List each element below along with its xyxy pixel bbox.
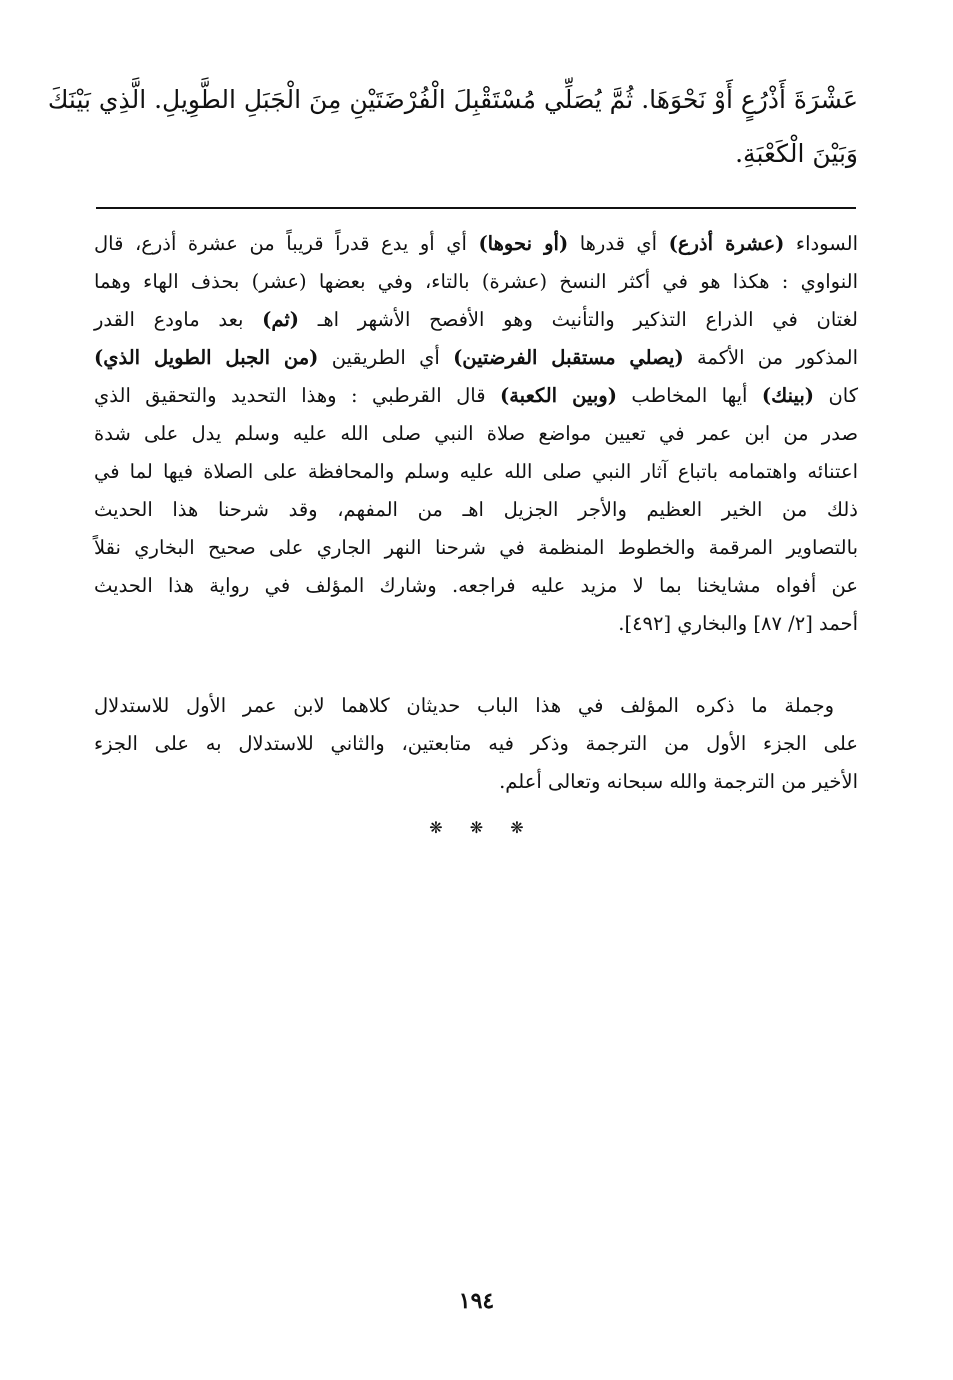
bold-quote: (بينك) bbox=[761, 384, 814, 407]
text-line bbox=[94, 765, 858, 799]
section-separator: ❋ ❋ ❋ bbox=[429, 818, 524, 837]
text-line bbox=[94, 227, 858, 261]
text-segment: المذكور من الأكمة bbox=[683, 346, 858, 369]
text-segment: قال القرطبي : وهذا التحديد والتحقيق الذي bbox=[94, 384, 500, 407]
text-line bbox=[94, 727, 858, 761]
bold-quote: (يصلي مستقبل الفرضتين) bbox=[453, 346, 684, 369]
text-line bbox=[94, 493, 858, 527]
bold-quote: (وبين الكعبة) bbox=[500, 384, 617, 407]
footnote-divider bbox=[96, 207, 856, 209]
text-segment: أي الطريقين bbox=[318, 346, 454, 369]
bold-quote: (عشرة أذرع) bbox=[668, 232, 785, 255]
bold-quote: (ثم) bbox=[262, 308, 299, 331]
text-segment: أيها المخاطب bbox=[616, 384, 762, 407]
text-segment: على الجزء الأول من الترجمة وذكر فيه متابعتين، والثاني للاستدلال به على الجزء bbox=[94, 732, 858, 755]
bold-quote: (أو نحوها) bbox=[478, 232, 569, 255]
text-segment: وجملة ما ذكره المؤلف في هذا الباب حديثان كلاهما لابن عمر الأول للاستدلال bbox=[94, 694, 834, 717]
text-line bbox=[47, 80, 858, 120]
text-line bbox=[94, 341, 858, 375]
text-line bbox=[94, 607, 858, 641]
text-segment: النواوي : هكذا هو في أكثر النسخ (عشرة) بالتاء، وفي بعضها (عشر) بحذف الهاء وهما bbox=[94, 270, 858, 293]
text-line bbox=[94, 265, 858, 299]
text-segment: عن أفواه مشايخنا بما لا مزيد عليه فراجعه. وشارك المؤلف في رواية هذا الحديث bbox=[94, 574, 858, 597]
text-segment: أي قدرها bbox=[568, 232, 669, 255]
text-segment: وَبَيْنَ الْكَعْبَةِ. bbox=[735, 139, 858, 168]
text-line bbox=[94, 379, 858, 413]
text-segment: صدر من ابن عمر في تعيين مواضع صلاة النبي صلى الله عليه وسلم يدل على شدة bbox=[94, 422, 858, 445]
bold-quote: (من الجبل الطويل الذي) bbox=[94, 346, 319, 369]
text-segment: ذلك من الخير العظيم والأجر الجزيل اهـ من المفهم، وقد شرحنا هذا الحديث bbox=[94, 498, 858, 521]
text-line bbox=[94, 689, 834, 723]
text-segment: لغتان في الذراع التذكير والتأنيث وهو الأفصح الأشهر اهـ bbox=[299, 308, 858, 331]
text-segment: كان bbox=[814, 384, 858, 407]
text-segment: أي أو يدع قدراً قريباً من عشرة أذرع، قال bbox=[94, 232, 479, 255]
page-number: ١٩٤ bbox=[458, 1288, 495, 1314]
text-line bbox=[94, 569, 858, 603]
text-segment: الأخير من الترجمة والله سبحانه وتعالى أعلم. bbox=[499, 770, 858, 793]
text-segment: أحمد [٢/ ٨٧] والبخاري [٤٩٢]. bbox=[618, 612, 858, 635]
text-segment: اعتنائه واهتمامه باتباع آثار النبي صلى الله عليه وسلم والمحافظة على الصلاة فيها لما في bbox=[94, 460, 858, 483]
text-line bbox=[94, 455, 858, 489]
text-line bbox=[94, 134, 858, 174]
text-segment: عَشْرَةَ أَذْرُعٍ أَوْ نَحْوَهَا. ثُمَّ يُصَلِّي مُسْتَقْبِلَ الْفُرْضَتَيْنِ مِنَ الْجَبَلِ الطَّوِيلِ. الَّذِي بَيْنَكَ bbox=[47, 85, 858, 114]
text-line bbox=[94, 417, 858, 451]
text-segment: بعد ماودع القدر bbox=[94, 308, 263, 331]
text-segment: السوداء bbox=[784, 232, 858, 255]
text-line bbox=[94, 531, 858, 565]
text-line bbox=[94, 303, 858, 337]
text-segment: بالتصاوير المرقمة والخطوط المنظمة في شرحنا النهر الجاري على صحيح البخاري نقلاً bbox=[94, 536, 858, 559]
